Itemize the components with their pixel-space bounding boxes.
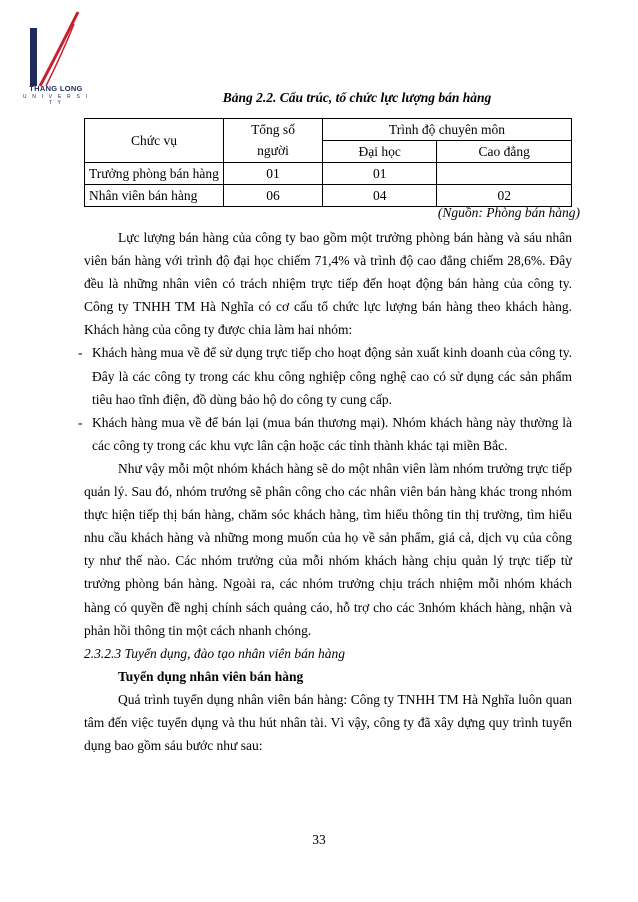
cell-role: Nhân viên bán hàng xyxy=(85,185,224,207)
table-header-row xyxy=(85,119,572,141)
header-total-line1: Tổng số xyxy=(224,119,323,141)
bullet-item xyxy=(78,411,572,457)
bullet-dash: - xyxy=(78,414,83,430)
table-caption: Bảng 2.2. Cấu trúc, tổ chức lực lượng bán hàng xyxy=(222,90,492,105)
header-role: Chức vụ xyxy=(85,119,224,163)
bullet-text: Khách hàng mua về để bán lại (mua bán thương mại). Nhóm khách hàng này thường là các công ty trong các khu vực lân cận hoặc các tỉnh thành khác tại miền Bắc. xyxy=(92,414,572,453)
header-total-line2: người xyxy=(224,141,323,163)
header-university: Đại học xyxy=(323,141,437,163)
cell-university: 04 xyxy=(323,185,437,207)
paragraph: Như vậy mỗi một nhóm khách hàng sẽ do một nhân viên làm nhóm trưởng trực tiếp quản lý. Sau đó, nhóm trưởng sẽ phân công cho các nhân viên bán hàng khác trong nhóm thực hiện tiếp thị bán hàng, chăm sóc khách hàng, tìm hiểu thông tin thị trường, tìm hiểu nhu cầu khách hàng và những mong muốn của họ về sản phẩm, giá cả, dịch vụ của công ty như thế nào. Các nhóm trưởng của mỗi nhóm khách hàng chịu quản lý trực tiếp từ trưởng phòng bán hàng. Ngoài ra, các nhóm trưởng chịu trách nhiệm mỗi nhóm khách hàng có quyền đề nghị chính sách quảng cáo, hỗ trợ cho các 3nhóm khách hàng, nhận và phản hồi thông tin một cách nhanh chóng. xyxy=(84,460,572,638)
page-number: 33 xyxy=(312,832,326,847)
document-body xyxy=(78,226,572,757)
table-row xyxy=(85,185,572,207)
subheading: Tuyển dụng nhân viên bán hàng xyxy=(118,668,304,684)
header-level: Trình độ chuyên môn xyxy=(323,119,572,141)
section-heading: 2.3.2.3 Tuyển dụng, đào tạo nhân viên bán hàng xyxy=(84,645,345,661)
cell-university: 01 xyxy=(323,163,437,185)
cell-college xyxy=(437,163,572,185)
table-source: (Nguồn: Phòng bán hàng) xyxy=(437,205,580,220)
bullet-item xyxy=(78,341,572,410)
cell-total: 06 xyxy=(224,185,323,207)
cell-role: Trưởng phòng bán hàng xyxy=(85,163,224,185)
paragraph: Quá trình tuyển dụng nhân viên bán hàng: Công ty TNHH TM Hà Nghĩa luôn quan tâm đến việc tuyển dụng và thu hút nhân tài. Vì vậy, công ty đã xây dựng quy trình tuyển dụng bao gồm sáu bước như sau: xyxy=(84,691,572,754)
cell-total: 01 xyxy=(224,163,323,185)
bullet-dash: - xyxy=(78,345,83,361)
cell-college: 02 xyxy=(437,185,572,207)
logo-wordmark: THANG LONG xyxy=(29,84,83,93)
table-row xyxy=(85,163,572,185)
bullet-text: Khách hàng mua về để sử dụng trực tiếp cho hoạt động sản xuất kinh doanh của công ty. Đây là các công ty trong các khu công nghiệp công nghệ cao có sử dụng các sản phẩm tiêu hao tĩnh điện, đồ dùng bảo hộ do công ty cung cấp. xyxy=(92,345,572,407)
sales-force-table xyxy=(84,118,572,207)
header-college: Cao đẳng xyxy=(437,141,572,163)
paragraph: Lực lượng bán hàng của công ty bao gồm một trưởng phòng bán hàng và sáu nhân viên bán hàng với trình độ đại học chiếm 71,4% và trình độ cao đẳng chiếm 28,6%. Đây đều là những nhân viên có trách nhiệm trực tiếp đến hoạt động bán hàng của công ty. Công ty TNHH TM Hà Nghĩa có cơ cấu tổ chức lực lượng bán hàng theo khách hàng. Khách hàng của công ty được chia làm hai nhóm: xyxy=(84,230,572,338)
logo-subtext: U N I V E R S I T Y xyxy=(22,94,90,106)
